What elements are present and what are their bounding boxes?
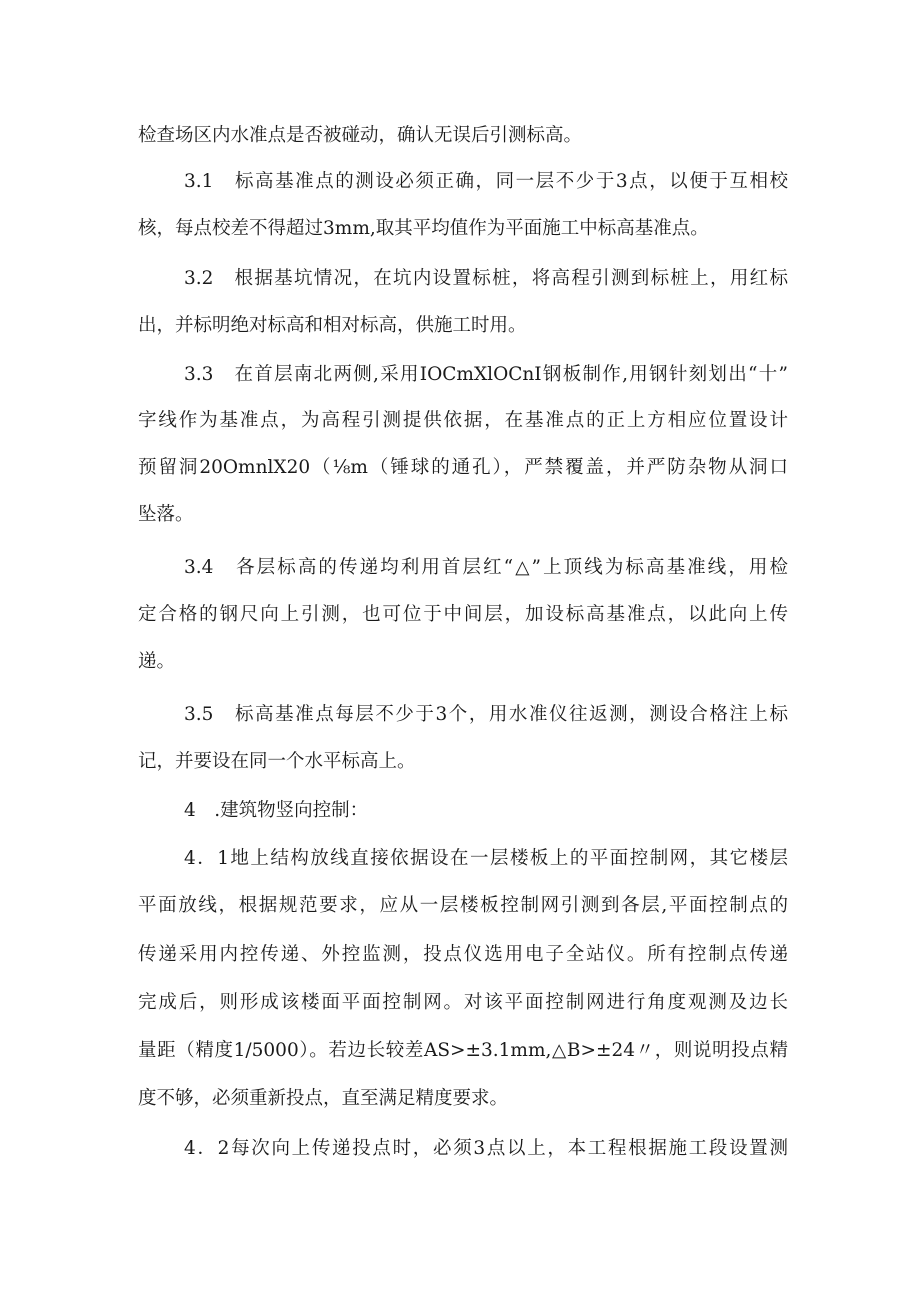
text-line: 坠落。 [138, 504, 194, 525]
text-line: 预留洞20OmnlX20（⅛m（锤球的通孔），严禁覆盖，并严防杂物从洞口 [138, 457, 788, 478]
section-4-2-heading-line: 4．2每次向上传递投点时，必须3点以上，本工程根据施工段设置测 [184, 1138, 788, 1159]
text-line: 核，每点校差不得超过3mm,取其平均值作为平面施工中标高基准点。 [138, 218, 709, 239]
section-3-2-heading-line: 3.2 根据基坑情况，在坑内设置标桩，将高程引测到标桩上，用红标 [184, 268, 788, 289]
text-line: 量距（精度1/5000）。若边长较差AS>±3.1mm,△B>±24〃，则说明投点精 [138, 1040, 788, 1061]
text-line: 定合格的钢尺向上引测，也可位于中间层，加设标高基准点，以此向上传 [138, 604, 788, 625]
text-line: 记，并要设在同一个水平标高上。 [138, 751, 416, 772]
text-line: 检查场区内水准点是否被碰动，确认无误后引测标高。 [138, 125, 583, 146]
text-line: 度不够，必须重新投点，直至满足精度要求。 [138, 1088, 509, 1109]
section-3-1-heading-line: 3.1 标高基准点的测设必须正确，同一层不少于3点，以便于互相校 [184, 171, 788, 192]
section-4-1-heading-line: 4．1地上结构放线直接依据设在一层楼板上的平面控制网，其它楼层 [184, 848, 788, 869]
section-4-heading: 4 .建筑物竖向控制： [184, 800, 369, 821]
text-line: 平面放线，根据规范要求，应从一层楼板控制网引测到各层,平面控制点的 [138, 895, 788, 916]
section-3-5-heading-line: 3.5 标高基准点每层不少于3个，用水准仪往返测，测设合格注上标 [184, 704, 788, 725]
text-line: 字线作为基准点，为高程引测提供依据，在基准点的正上方相应位置设计 [138, 410, 788, 431]
text-line: 完成后，则形成该楼面平面控制网。对该平面控制网进行角度观测及边长 [138, 992, 788, 1013]
section-3-4-heading-line: 3.4 各层标高的传递均利用首层红“△”上顶线为标高基准线，用检 [184, 557, 788, 578]
section-3-3-heading-line: 3.3 在首层南北两侧,采用IOCmXlOCnI钢板制作,用钢针刻划出“十” [184, 364, 788, 385]
text-line: 递。 [138, 651, 176, 672]
text-line: 出，并标明绝对标高和相对标高，供施工时用。 [138, 315, 527, 336]
text-line: 传递采用内控传递、外控监测，投点仪选用电子全站仪。所有控制点传递 [138, 944, 788, 965]
